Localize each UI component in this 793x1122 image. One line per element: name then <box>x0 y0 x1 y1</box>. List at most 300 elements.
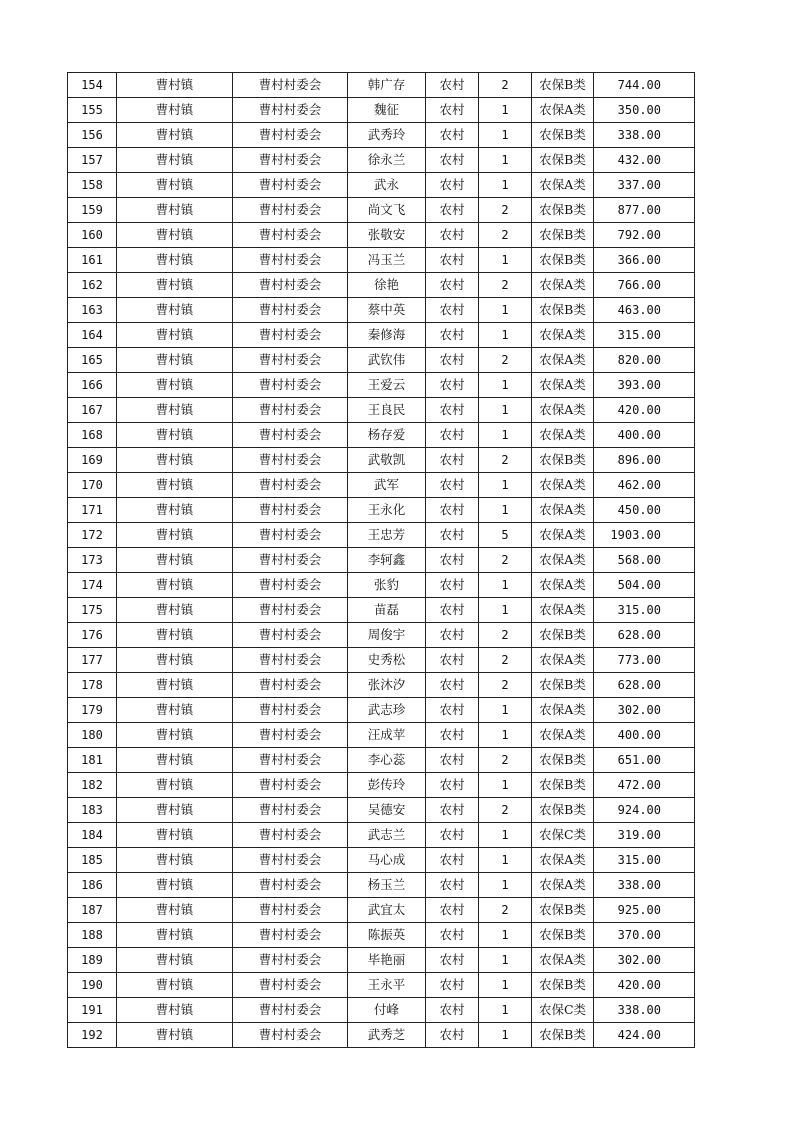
table-row <box>68 348 695 373</box>
household-size-cell: 2 <box>479 798 532 823</box>
town-cell: 曹村镇 <box>117 473 233 498</box>
amount-cell: 338.00 <box>594 123 695 148</box>
name-cell: 武秀芝 <box>348 1023 426 1048</box>
town-cell: 曹村镇 <box>117 848 233 873</box>
village-committee-cell: 曹村村委会 <box>233 973 348 998</box>
area-type-cell: 农村 <box>426 373 479 398</box>
amount-cell: 337.00 <box>594 173 695 198</box>
area-type-cell: 农村 <box>426 148 479 173</box>
name-cell: 李轲鑫 <box>348 548 426 573</box>
amount-cell: 744.00 <box>594 73 695 98</box>
table-row <box>68 623 695 648</box>
name-cell: 吴德安 <box>348 798 426 823</box>
row-number-cell: 159 <box>68 198 117 223</box>
table-row <box>68 698 695 723</box>
row-number-cell: 178 <box>68 673 117 698</box>
row-number-cell: 173 <box>68 548 117 573</box>
row-number-cell: 156 <box>68 123 117 148</box>
table-row <box>68 523 695 548</box>
insurance-category-cell: 农保A类 <box>532 573 594 598</box>
table-row <box>68 948 695 973</box>
household-size-cell: 2 <box>479 448 532 473</box>
village-committee-cell: 曹村村委会 <box>233 948 348 973</box>
insurance-category-cell: 农保B类 <box>532 223 594 248</box>
name-cell: 李心蕊 <box>348 748 426 773</box>
name-cell: 王永平 <box>348 973 426 998</box>
name-cell: 武秀玲 <box>348 123 426 148</box>
village-committee-cell: 曹村村委会 <box>233 498 348 523</box>
amount-cell: 651.00 <box>594 748 695 773</box>
town-cell: 曹村镇 <box>117 373 233 398</box>
village-committee-cell: 曹村村委会 <box>233 248 348 273</box>
row-number-cell: 166 <box>68 373 117 398</box>
row-number-cell: 179 <box>68 698 117 723</box>
amount-cell: 302.00 <box>594 698 695 723</box>
row-number-cell: 188 <box>68 923 117 948</box>
area-type-cell: 农村 <box>426 748 479 773</box>
amount-cell: 766.00 <box>594 273 695 298</box>
town-cell: 曹村镇 <box>117 523 233 548</box>
table-row <box>68 548 695 573</box>
insurance-category-cell: 农保A类 <box>532 698 594 723</box>
table-row <box>68 573 695 598</box>
household-size-cell: 2 <box>479 898 532 923</box>
village-committee-cell: 曹村村委会 <box>233 398 348 423</box>
table-row <box>68 998 695 1023</box>
household-size-cell: 1 <box>479 298 532 323</box>
row-number-cell: 163 <box>68 298 117 323</box>
table-row <box>68 873 695 898</box>
row-number-cell: 167 <box>68 398 117 423</box>
name-cell: 张敬安 <box>348 223 426 248</box>
area-type-cell: 农村 <box>426 423 479 448</box>
village-committee-cell: 曹村村委会 <box>233 198 348 223</box>
name-cell: 王爱云 <box>348 373 426 398</box>
name-cell: 韩广存 <box>348 73 426 98</box>
table-row <box>68 323 695 348</box>
area-type-cell: 农村 <box>426 648 479 673</box>
insurance-category-cell: 农保A类 <box>532 423 594 448</box>
name-cell: 冯玉兰 <box>348 248 426 273</box>
amount-cell: 319.00 <box>594 823 695 848</box>
village-committee-cell: 曹村村委会 <box>233 348 348 373</box>
amount-cell: 628.00 <box>594 623 695 648</box>
household-size-cell: 1 <box>479 948 532 973</box>
name-cell: 马心成 <box>348 848 426 873</box>
village-committee-cell: 曹村村委会 <box>233 98 348 123</box>
village-committee-cell: 曹村村委会 <box>233 798 348 823</box>
name-cell: 张沐汐 <box>348 673 426 698</box>
household-size-cell: 1 <box>479 773 532 798</box>
amount-cell: 350.00 <box>594 98 695 123</box>
household-size-cell: 1 <box>479 848 532 873</box>
insurance-category-cell: 农保B类 <box>532 1023 594 1048</box>
village-committee-cell: 曹村村委会 <box>233 773 348 798</box>
table-row <box>68 1023 695 1048</box>
household-size-cell: 2 <box>479 223 532 248</box>
household-size-cell: 1 <box>479 98 532 123</box>
name-cell: 魏征 <box>348 98 426 123</box>
name-cell: 杨玉兰 <box>348 873 426 898</box>
amount-cell: 315.00 <box>594 323 695 348</box>
table-row <box>68 123 695 148</box>
town-cell: 曹村镇 <box>117 223 233 248</box>
area-type-cell: 农村 <box>426 998 479 1023</box>
row-number-cell: 182 <box>68 773 117 798</box>
area-type-cell: 农村 <box>426 1023 479 1048</box>
insurance-category-cell: 农保B类 <box>532 798 594 823</box>
household-size-cell: 1 <box>479 823 532 848</box>
household-size-cell: 2 <box>479 623 532 648</box>
amount-cell: 420.00 <box>594 973 695 998</box>
insurance-category-cell: 农保A类 <box>532 323 594 348</box>
row-number-cell: 185 <box>68 848 117 873</box>
household-size-cell: 2 <box>479 273 532 298</box>
village-committee-cell: 曹村村委会 <box>233 698 348 723</box>
household-size-cell: 1 <box>479 248 532 273</box>
row-number-cell: 162 <box>68 273 117 298</box>
name-cell: 张豹 <box>348 573 426 598</box>
insurance-category-cell: 农保A类 <box>532 873 594 898</box>
town-cell: 曹村镇 <box>117 698 233 723</box>
insurance-category-cell: 农保B类 <box>532 748 594 773</box>
table-row <box>68 673 695 698</box>
village-committee-cell: 曹村村委会 <box>233 898 348 923</box>
town-cell: 曹村镇 <box>117 323 233 348</box>
table-row <box>68 848 695 873</box>
village-committee-cell: 曹村村委会 <box>233 373 348 398</box>
table-row <box>68 423 695 448</box>
insurance-category-cell: 农保A类 <box>532 473 594 498</box>
village-committee-cell: 曹村村委会 <box>233 573 348 598</box>
amount-cell: 773.00 <box>594 648 695 673</box>
name-cell: 付峰 <box>348 998 426 1023</box>
area-type-cell: 农村 <box>426 248 479 273</box>
row-number-cell: 158 <box>68 173 117 198</box>
household-size-cell: 1 <box>479 998 532 1023</box>
town-cell: 曹村镇 <box>117 648 233 673</box>
insurance-category-cell: 农保B类 <box>532 673 594 698</box>
insurance-category-cell: 农保B类 <box>532 773 594 798</box>
area-type-cell: 农村 <box>426 223 479 248</box>
insurance-category-cell: 农保B类 <box>532 898 594 923</box>
insurance-category-cell: 农保B类 <box>532 73 594 98</box>
row-number-cell: 186 <box>68 873 117 898</box>
amount-cell: 400.00 <box>594 423 695 448</box>
row-number-cell: 171 <box>68 498 117 523</box>
amount-cell: 504.00 <box>594 573 695 598</box>
town-cell: 曹村镇 <box>117 723 233 748</box>
town-cell: 曹村镇 <box>117 1023 233 1048</box>
household-size-cell: 1 <box>479 873 532 898</box>
village-committee-cell: 曹村村委会 <box>233 173 348 198</box>
row-number-cell: 190 <box>68 973 117 998</box>
name-cell: 苗磊 <box>348 598 426 623</box>
town-cell: 曹村镇 <box>117 423 233 448</box>
insurance-category-cell: 农保A类 <box>532 98 594 123</box>
household-size-cell: 1 <box>479 398 532 423</box>
table-row <box>68 723 695 748</box>
name-cell: 王忠芳 <box>348 523 426 548</box>
area-type-cell: 农村 <box>426 848 479 873</box>
amount-cell: 820.00 <box>594 348 695 373</box>
town-cell: 曹村镇 <box>117 973 233 998</box>
amount-cell: 896.00 <box>594 448 695 473</box>
name-cell: 王永化 <box>348 498 426 523</box>
amount-cell: 1903.00 <box>594 523 695 548</box>
amount-cell: 568.00 <box>594 548 695 573</box>
amount-cell: 628.00 <box>594 673 695 698</box>
table-row <box>68 373 695 398</box>
household-size-cell: 1 <box>479 973 532 998</box>
name-cell: 武志珍 <box>348 698 426 723</box>
town-cell: 曹村镇 <box>117 998 233 1023</box>
row-number-cell: 180 <box>68 723 117 748</box>
table-row <box>68 448 695 473</box>
area-type-cell: 农村 <box>426 948 479 973</box>
household-size-cell: 2 <box>479 748 532 773</box>
area-type-cell: 农村 <box>426 448 479 473</box>
insurance-category-cell: 农保A类 <box>532 398 594 423</box>
household-size-cell: 2 <box>479 673 532 698</box>
town-cell: 曹村镇 <box>117 398 233 423</box>
row-number-cell: 157 <box>68 148 117 173</box>
town-cell: 曹村镇 <box>117 923 233 948</box>
insurance-category-cell: 农保B类 <box>532 248 594 273</box>
town-cell: 曹村镇 <box>117 123 233 148</box>
town-cell: 曹村镇 <box>117 948 233 973</box>
town-cell: 曹村镇 <box>117 573 233 598</box>
row-number-cell: 165 <box>68 348 117 373</box>
amount-cell: 338.00 <box>594 873 695 898</box>
insurance-category-cell: 农保A类 <box>532 523 594 548</box>
town-cell: 曹村镇 <box>117 448 233 473</box>
amount-cell: 370.00 <box>594 923 695 948</box>
area-type-cell: 农村 <box>426 923 479 948</box>
table-row <box>68 973 695 998</box>
name-cell: 周俊宇 <box>348 623 426 648</box>
amount-cell: 462.00 <box>594 473 695 498</box>
insurance-category-cell: 农保A类 <box>532 348 594 373</box>
household-size-cell: 1 <box>479 148 532 173</box>
household-size-cell: 1 <box>479 698 532 723</box>
beneficiary-table <box>67 72 695 1048</box>
insurance-category-cell: 农保A类 <box>532 273 594 298</box>
amount-cell: 925.00 <box>594 898 695 923</box>
name-cell: 史秀松 <box>348 648 426 673</box>
town-cell: 曹村镇 <box>117 748 233 773</box>
table-row <box>68 473 695 498</box>
area-type-cell: 农村 <box>426 548 479 573</box>
insurance-category-cell: 农保B类 <box>532 973 594 998</box>
household-size-cell: 2 <box>479 548 532 573</box>
town-cell: 曹村镇 <box>117 598 233 623</box>
row-number-cell: 172 <box>68 523 117 548</box>
area-type-cell: 农村 <box>426 123 479 148</box>
name-cell: 王良民 <box>348 398 426 423</box>
area-type-cell: 农村 <box>426 823 479 848</box>
area-type-cell: 农村 <box>426 773 479 798</box>
insurance-category-cell: 农保B类 <box>532 923 594 948</box>
name-cell: 陈振英 <box>348 923 426 948</box>
town-cell: 曹村镇 <box>117 873 233 898</box>
town-cell: 曹村镇 <box>117 73 233 98</box>
village-committee-cell: 曹村村委会 <box>233 873 348 898</box>
village-committee-cell: 曹村村委会 <box>233 1023 348 1048</box>
town-cell: 曹村镇 <box>117 898 233 923</box>
table-row <box>68 98 695 123</box>
amount-cell: 302.00 <box>594 948 695 973</box>
row-number-cell: 164 <box>68 323 117 348</box>
village-committee-cell: 曹村村委会 <box>233 448 348 473</box>
insurance-category-cell: 农保B类 <box>532 198 594 223</box>
town-cell: 曹村镇 <box>117 548 233 573</box>
name-cell: 徐艳 <box>348 273 426 298</box>
household-size-cell: 1 <box>479 598 532 623</box>
area-type-cell: 农村 <box>426 973 479 998</box>
name-cell: 武宜太 <box>348 898 426 923</box>
insurance-category-cell: 农保B类 <box>532 298 594 323</box>
table-row <box>68 73 695 98</box>
amount-cell: 315.00 <box>594 598 695 623</box>
area-type-cell: 农村 <box>426 523 479 548</box>
name-cell: 彭传玲 <box>348 773 426 798</box>
village-committee-cell: 曹村村委会 <box>233 148 348 173</box>
village-committee-cell: 曹村村委会 <box>233 998 348 1023</box>
table-row <box>68 598 695 623</box>
town-cell: 曹村镇 <box>117 348 233 373</box>
table-row <box>68 748 695 773</box>
table-row <box>68 823 695 848</box>
village-committee-cell: 曹村村委会 <box>233 598 348 623</box>
household-size-cell: 1 <box>479 373 532 398</box>
household-size-cell: 2 <box>479 348 532 373</box>
area-type-cell: 农村 <box>426 398 479 423</box>
area-type-cell: 农村 <box>426 898 479 923</box>
insurance-category-cell: 农保B类 <box>532 448 594 473</box>
amount-cell: 424.00 <box>594 1023 695 1048</box>
table-row <box>68 648 695 673</box>
row-number-cell: 161 <box>68 248 117 273</box>
row-number-cell: 168 <box>68 423 117 448</box>
table-row <box>68 798 695 823</box>
table-row <box>68 298 695 323</box>
amount-cell: 366.00 <box>594 248 695 273</box>
row-number-cell: 176 <box>68 623 117 648</box>
village-committee-cell: 曹村村委会 <box>233 673 348 698</box>
insurance-category-cell: 农保A类 <box>532 373 594 398</box>
name-cell: 徐永兰 <box>348 148 426 173</box>
amount-cell: 400.00 <box>594 723 695 748</box>
table-row <box>68 498 695 523</box>
insurance-category-cell: 农保A类 <box>532 598 594 623</box>
insurance-category-cell: 农保B类 <box>532 123 594 148</box>
household-size-cell: 1 <box>479 923 532 948</box>
area-type-cell: 农村 <box>426 348 479 373</box>
town-cell: 曹村镇 <box>117 148 233 173</box>
table-row <box>68 398 695 423</box>
insurance-category-cell: 农保C类 <box>532 823 594 848</box>
table-row <box>68 923 695 948</box>
town-cell: 曹村镇 <box>117 98 233 123</box>
town-cell: 曹村镇 <box>117 773 233 798</box>
insurance-category-cell: 农保A类 <box>532 498 594 523</box>
table-row <box>68 173 695 198</box>
row-number-cell: 175 <box>68 598 117 623</box>
area-type-cell: 农村 <box>426 323 479 348</box>
area-type-cell: 农村 <box>426 273 479 298</box>
household-size-cell: 1 <box>479 723 532 748</box>
name-cell: 武永 <box>348 173 426 198</box>
table-row <box>68 198 695 223</box>
village-committee-cell: 曹村村委会 <box>233 648 348 673</box>
town-cell: 曹村镇 <box>117 248 233 273</box>
name-cell: 武军 <box>348 473 426 498</box>
row-number-cell: 189 <box>68 948 117 973</box>
insurance-category-cell: 农保B类 <box>532 148 594 173</box>
row-number-cell: 183 <box>68 798 117 823</box>
insurance-category-cell: 农保A类 <box>532 848 594 873</box>
amount-cell: 924.00 <box>594 798 695 823</box>
area-type-cell: 农村 <box>426 298 479 323</box>
village-committee-cell: 曹村村委会 <box>233 523 348 548</box>
area-type-cell: 农村 <box>426 98 479 123</box>
household-size-cell: 1 <box>479 323 532 348</box>
town-cell: 曹村镇 <box>117 673 233 698</box>
table-row <box>68 898 695 923</box>
household-size-cell: 1 <box>479 173 532 198</box>
table-row <box>68 148 695 173</box>
area-type-cell: 农村 <box>426 473 479 498</box>
row-number-cell: 181 <box>68 748 117 773</box>
town-cell: 曹村镇 <box>117 498 233 523</box>
amount-cell: 315.00 <box>594 848 695 873</box>
village-committee-cell: 曹村村委会 <box>233 423 348 448</box>
table-row <box>68 773 695 798</box>
amount-cell: 792.00 <box>594 223 695 248</box>
household-size-cell: 2 <box>479 198 532 223</box>
table-row <box>68 248 695 273</box>
village-committee-cell: 曹村村委会 <box>233 923 348 948</box>
area-type-cell: 农村 <box>426 173 479 198</box>
area-type-cell: 农村 <box>426 698 479 723</box>
area-type-cell: 农村 <box>426 498 479 523</box>
insurance-category-cell: 农保A类 <box>532 548 594 573</box>
town-cell: 曹村镇 <box>117 623 233 648</box>
area-type-cell: 农村 <box>426 798 479 823</box>
row-number-cell: 184 <box>68 823 117 848</box>
table-row <box>68 223 695 248</box>
household-size-cell: 1 <box>479 123 532 148</box>
table-body <box>68 73 695 1048</box>
amount-cell: 393.00 <box>594 373 695 398</box>
village-committee-cell: 曹村村委会 <box>233 748 348 773</box>
name-cell: 秦修海 <box>348 323 426 348</box>
village-committee-cell: 曹村村委会 <box>233 323 348 348</box>
village-committee-cell: 曹村村委会 <box>233 473 348 498</box>
insurance-category-cell: 农保A类 <box>532 173 594 198</box>
insurance-category-cell: 农保C类 <box>532 998 594 1023</box>
area-type-cell: 农村 <box>426 873 479 898</box>
household-size-cell: 5 <box>479 523 532 548</box>
amount-cell: 450.00 <box>594 498 695 523</box>
row-number-cell: 170 <box>68 473 117 498</box>
area-type-cell: 农村 <box>426 573 479 598</box>
insurance-category-cell: 农保B类 <box>532 623 594 648</box>
village-committee-cell: 曹村村委会 <box>233 123 348 148</box>
amount-cell: 472.00 <box>594 773 695 798</box>
town-cell: 曹村镇 <box>117 798 233 823</box>
